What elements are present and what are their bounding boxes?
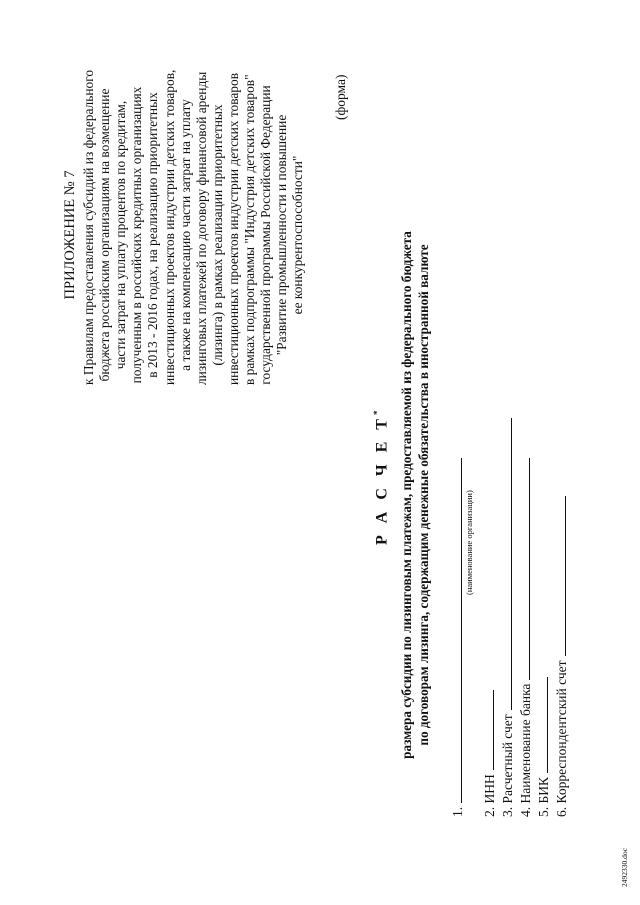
bank-name-label: 4. Наименование банка — [518, 683, 533, 817]
subtitle-line: размера субсидии по лизинговым платежам, предоставляемой из федерального бюджета — [399, 231, 414, 759]
appendix-line: в рамках подпрограммы "Индустрия детских товаров" — [242, 74, 258, 385]
appendix-line: бюджета российским организациям на возмещение — [97, 88, 113, 382]
inn-line[interactable] — [480, 690, 494, 770]
account-line[interactable] — [498, 418, 512, 710]
bank-name-line[interactable] — [516, 458, 530, 680]
appendix-line: ее конкурентоспособности" — [290, 155, 306, 315]
subtitle-line: по договорам лизинга, содержащим денежные обязательства в иностранной валюте — [416, 244, 431, 746]
appendix-line: к Правилам предоставления субсидий из федерального — [81, 69, 97, 385]
corr-account-row — [552, 496, 570, 817]
appendix-line: государственной программы Российской Федерации — [258, 85, 274, 385]
heading-title: Р А С Ч Е Т — [373, 415, 391, 545]
appendix-line: а также на компенсацию части затрат на уплату — [177, 99, 193, 371]
org-name-line[interactable] — [448, 458, 462, 803]
inn-row — [480, 690, 498, 817]
org-name-caption: (наименование организации) — [464, 490, 474, 595]
account-label: 3. Расчетный счет — [500, 714, 515, 817]
appendix-line: полученным в российских кредитных организациях — [129, 86, 145, 384]
corr-account-line[interactable] — [552, 496, 566, 656]
heading-footnote-mark: * — [372, 410, 382, 416]
appendix-line: лизинговых платежей по договору финансовой аренды — [193, 71, 209, 385]
document-subtitle — [398, 165, 432, 825]
appendix-line: (лизинга) в рамках реализации приоритетных — [209, 104, 225, 366]
appendix-title: ПРИЛОЖЕНИЕ № 7 — [62, 170, 78, 300]
form-label: (форма) — [333, 74, 348, 120]
appendix-line: инвестиционных проектов индустрии детских товаров — [225, 72, 241, 385]
bik-label: 5. БИК — [536, 776, 551, 817]
bik-line[interactable] — [534, 677, 548, 773]
appendix-block — [62, 69, 306, 385]
appendix-line: инвестиционных проектов индустрии детских товаров, — [161, 69, 177, 385]
bik-row — [534, 677, 552, 817]
bank-name-row — [516, 458, 534, 817]
inn-label: 2. ИНН — [482, 774, 497, 817]
account-row — [498, 418, 516, 817]
appendix-line: части затрат на уплату процентов по кредитам, — [113, 100, 129, 370]
document-id: 2492330.doc — [620, 848, 629, 887]
document-heading — [372, 411, 391, 545]
appendix-line: "Развитие промышленности и повышение — [274, 114, 290, 356]
corr-account-label: 6. Корреспондентский счет — [554, 660, 569, 817]
org-number: 1. — [450, 806, 465, 817]
appendix-line: в 2013 - 2016 годах, на реализацию приоритетных — [145, 92, 161, 378]
